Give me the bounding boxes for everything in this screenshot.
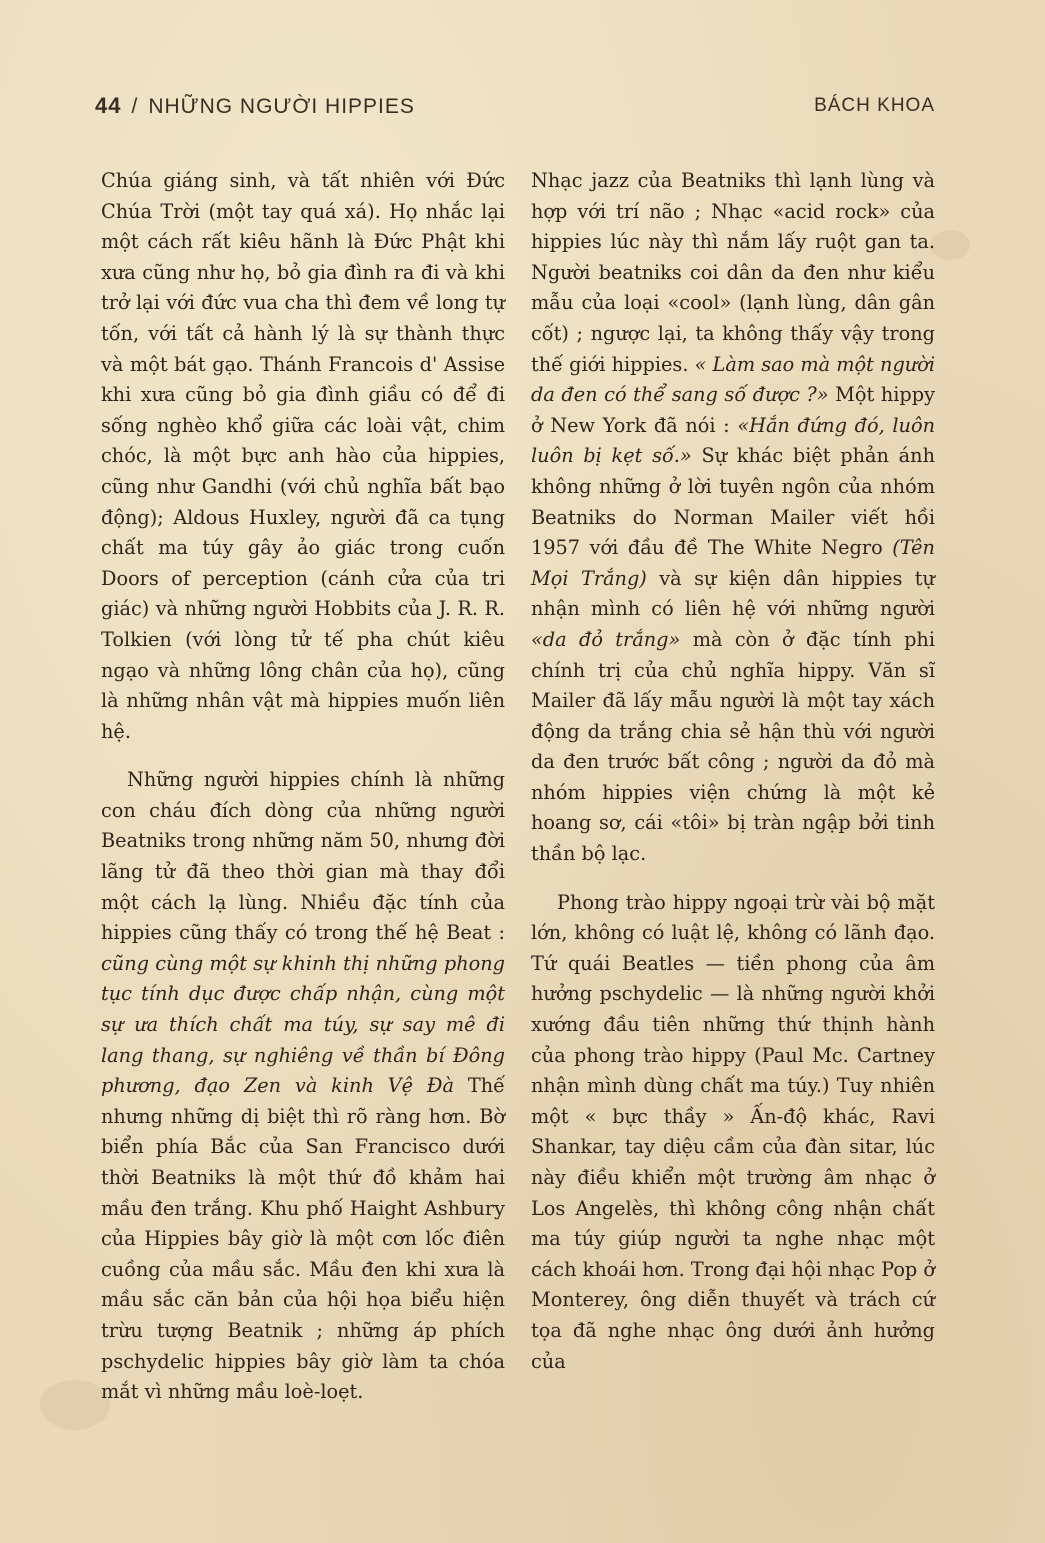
- paragraph: Chúa giáng sinh, và tất nhiên với Đức Chúa Trời (một tay quá xá). Họ nhắc lại một cách rất kiêu hãnh là Đức Phật khi xưa cũng như họ, bỏ gia đình ra đi và khi trở lại với đức vua cha thì đem về long tự tốn, với tất cả hành lý là sự thành thực và một bát gạo. Thánh Francois d' Assise khi xưa cũng bỏ gia đình giầu có để đi sống nghèo khổ giữa các loài vật, chim chóc, là một bực anh hào của hippies, cũng như Gandhi (với chủ nghĩa bất bạo động); Aldous Huxley, người đã ca tụng chất ma túy gây ảo giác trong cuốn Doors of perception (cánh cửa của tri giác) và những người Hobbits của J. R. R. Tolkien (với lòng tử tế pha chút kiêu ngạo và những lông chân của họ), cũng là những nhân vật mà hippies muốn liên hệ.: [101, 169, 505, 743]
- paper-stain: [40, 1380, 110, 1430]
- paper-stain: [930, 230, 970, 260]
- paragraph: [531, 166, 935, 870]
- text-run: Thế nhưng những dị biệt thì rõ ràng hơn. Bờ biển phía Bắc của San Francisco dưới thời Beatniks là một thứ đồ khảm hai mầu đen trắng. Khu phố Haight Ashbury của Hippies bây giờ là một cơn lốc điên cuồng của mầu sắc. Mầu đen khi xưa là mầu sắc căn bản của hội họa biểu hiện trừu tượng Beatnik ; những áp phích pschydelic hippies bây giờ làm ta chóa mắt vì những mầu loè-loẹt.: [101, 1074, 505, 1404]
- header-left: [95, 93, 415, 119]
- magazine-name: BÁCH KHOA: [814, 95, 935, 116]
- paragraph: [101, 765, 505, 1407]
- running-header: [95, 88, 935, 124]
- text-run: mà còn ở đặc tính phi chính trị của chủ nghĩa hippy. Văn sĩ Mailer đã lấy mẫu người là một tay xách động da trắng chia sẻ hận thù với người da đen trước bất công ; người da đỏ mà nhóm hippies viện chứng là một kẻ hoang sơ, cái «tôi» bị tràn ngập bởi tinh thần bộ lạc.: [531, 627, 935, 866]
- italic-quote: «da đỏ trắng»: [531, 627, 681, 651]
- italic-quote: «Hắn đứng đó, luôn luôn bị kẹt số.»: [531, 413, 935, 468]
- left-column: [101, 166, 505, 1408]
- header-separator: /: [131, 95, 139, 118]
- paragraph: Phong trào hippy ngoại trừ vài bộ mặt lớn, không có luật lệ, không có lãnh đạo. Tứ quái Beatles — tiền phong của âm hưởng pschydelic — là những người khởi xướng đầu tiên những thứ thịnh hành của phong trào hippy (Paul Mc. Cartney nhận mình dùng chất ma túy.) Tuy nhiên một « bực thầy » Ấn-độ khác, Ravi Shankar, tay diệu cầm của đàn sitar, lúc này điều khiển một trường âm nhạc ở Los Angelès, thì không công nhận chất ma túy giúp người ta nghe nhạc một cách khoái hơn. Trong đại hội nhạc Pop ở Monterey, ông diễn thuyết và trách cứ tọa đã nghe nhạc ông dưới ảnh hưởng của: [531, 890, 936, 1373]
- right-column: [531, 166, 935, 1377]
- text-run: Sự khác biệt phản ánh không những ở lời tuyên ngôn của nhóm Beatniks do Norman Mailer viết hồi 1957 với đầu đề The White Negro: [531, 444, 935, 560]
- running-title: NHỮNG NGƯỜI HIPPIES: [148, 95, 415, 118]
- page-number: 44: [95, 93, 122, 118]
- italic-title: (Tên Mọi Trắng): [531, 536, 935, 590]
- text-run: và sự kiện dân hippies tự nhận mình có liên hệ với những người: [531, 566, 935, 621]
- italic-text: cũng cùng một sự khinh thị những phong tục tính dục được chấp nhận, cùng một sự ưa thích chất ma túy, sự say mê đi lang thang, sự nghiêng về thần bí Đông phương, đạo Zen và kinh Vệ Đà: [101, 951, 505, 1098]
- italic-quote: « Làm sao mà một người da đen có thể sang số được ?»: [531, 352, 935, 407]
- text-run: Nhạc jazz của Beatniks thì lạnh lùng và hợp với trí não ; Nhạc «acid rock» của hippies lúc này thì nắm lấy ruột gan ta. Người beatniks coi dân da đen như kiểu mẫu của loại «cool» (lạnh lùng, dân gân cốt) ; ngược lại, ta không thấy vậy trong thế giới hippies.: [531, 169, 935, 376]
- text-run: Một hippy ở New York đã nói :: [531, 383, 935, 437]
- text-run: Những người hippies chính là những con cháu đích dòng của những người Beatniks trong những năm 50, nhưng đời lãng tử đã theo thời gian mà thay đổi một cách lạ lùng. Nhiều đặc tính của hippies cũng thấy có trong thế hệ Beat :: [101, 768, 505, 945]
